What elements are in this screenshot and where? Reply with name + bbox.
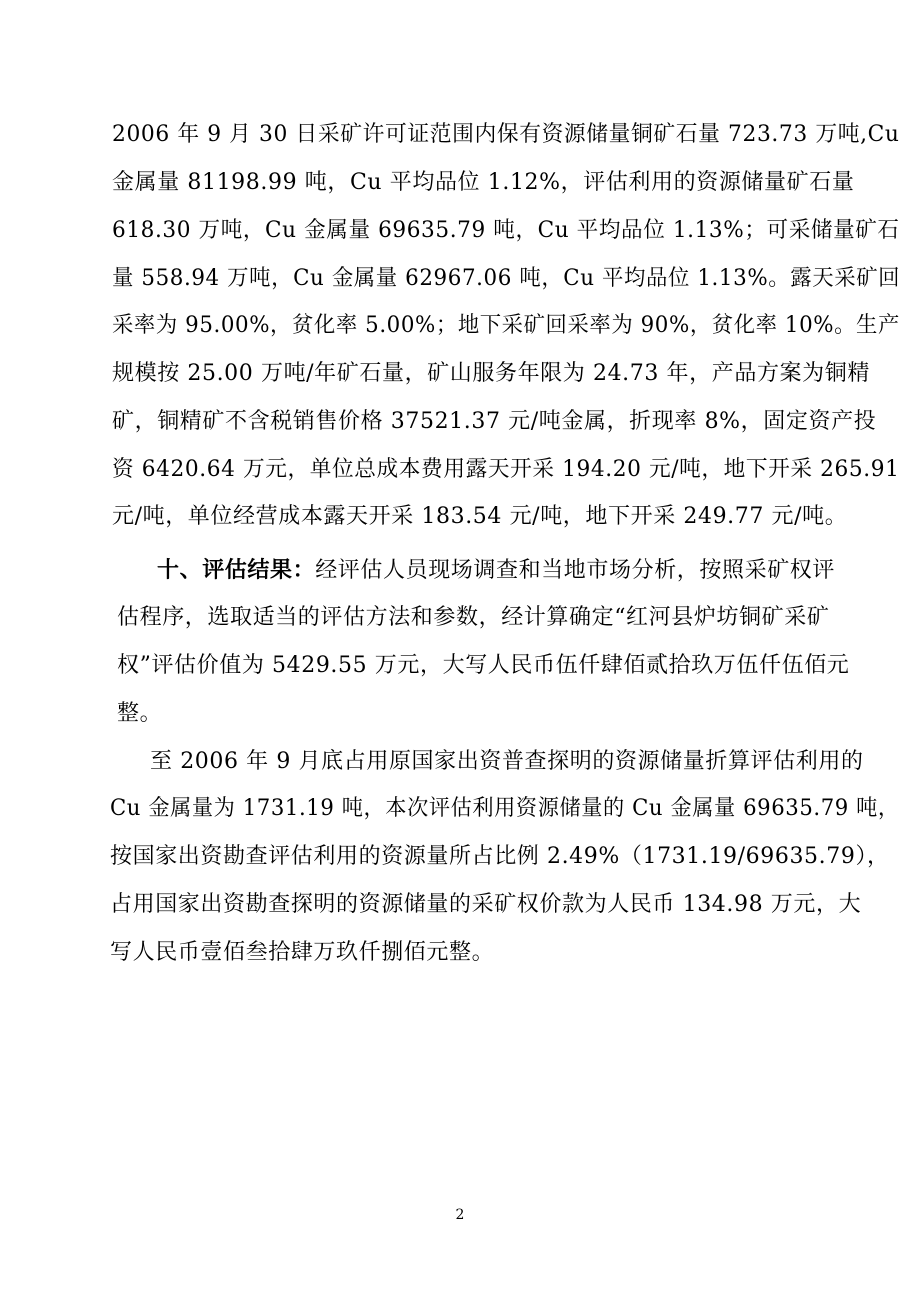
text-line	[157, 555, 835, 586]
text-line: 占用国家出资勘查探明的资源储量的采矿权价款为人民币 134.98 万元，大	[110, 892, 862, 917]
text-line: 金属量 81198.99 吨，Cu 平均品位 1.12%，评估利用的资源储量矿石量	[112, 170, 855, 195]
text-segment: 经评估人员现场调查和当地市场分析，按照采矿权评	[315, 558, 836, 583]
text-line: 量 558.94 万吨，Cu 金属量 62967.06 吨，Cu 平均品位 1.13%。露天采矿回	[112, 266, 901, 291]
text-line: 矿，铜精矿不含税销售价格 37521.37 元/吨金属，折现率 8%，固定资产投	[112, 409, 877, 434]
text-line: 至 2006 年 9 月底占用原国家出资普查探明的资源储量折算评估利用的	[150, 749, 864, 774]
text-line: 618.30 万吨，Cu 金属量 69635.79 吨，Cu 平均品位 1.13%；可采储量矿石	[112, 218, 900, 243]
text-line: 估程序，选取适当的评估方法和参数，经计算确定“红河县炉坊铜矿采矿	[117, 605, 830, 630]
page-number: 2	[455, 1207, 465, 1223]
section-heading: 十、评估结果：	[157, 557, 316, 583]
text-line: 规模按 25.00 万吨/年矿石量，矿山服务年限为 24.73 年，产品方案为铜精	[112, 361, 870, 386]
text-line: 写人民币壹佰叁拾肆万玖仟捌佰元整。	[110, 940, 495, 965]
text-line: 采率为 95.00%，贫化率 5.00%；地下采矿回采率为 90%，贫化率 10%。生产	[112, 313, 900, 338]
text-line: 按国家出资勘查评估利用的资源量所占比例 2.49%（1731.19/69635.79），	[110, 844, 890, 869]
text-line: 2006 年 9 月 30 日采矿许可证范围内保有资源储量铜矿石量 723.73 万吨,Cu	[112, 122, 900, 147]
text-line: 资 6420.64 万元，单位总成本费用露天开采 194.20 元/吨，地下开采 265.91	[112, 457, 900, 482]
text-line: Cu 金属量为 1731.19 吨，本次评估利用资源储量的 Cu 金属量 69635.79 吨，	[110, 796, 900, 821]
text-line: 元/吨，单位经营成本露天开采 183.54 元/吨，地下开采 249.77 元/吨。	[112, 504, 848, 529]
text-line: 整。	[117, 701, 163, 726]
text-line: 权”评估价值为 5429.55 万元，大写人民币伍仟肆佰贰拾玖万伍仟伍佰元	[117, 653, 850, 678]
